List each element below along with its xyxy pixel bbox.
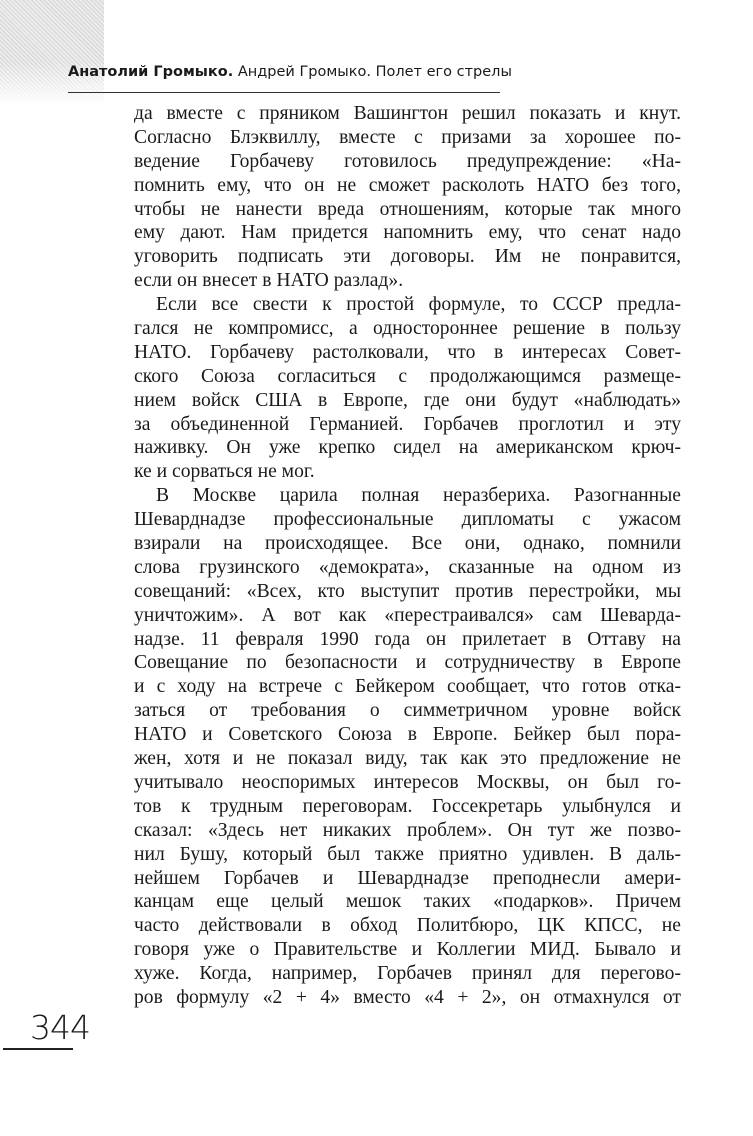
text-line: тов к трудным переговорам. Госсекретарь улыбнулся и	[134, 795, 681, 817]
body-text	[134, 102, 681, 1010]
text-line: ке и сорваться не мог.	[134, 461, 315, 483]
text-line: да вместе с пряником Вашингтон решил показать и кнут.	[134, 103, 681, 124]
text-line: уговорить подписать эти договоры. Им не понравится,	[134, 246, 681, 268]
text-line: гался не компромисс, а одностороннее решение в пользу	[134, 318, 681, 340]
text-line: надзе. 11 февраля 1990 года он прилетает в Оттаву на	[134, 628, 681, 650]
text-line: если он внесет в НАТО разлад».	[134, 270, 404, 292]
text-line: наживку. Он уже крепко сидел на американском крюч-	[134, 437, 681, 459]
text-line: и с ходу на встрече с Бейкером сообщает, что готов отка-	[134, 676, 681, 698]
text-line: за объединенной Германией. Горбачев проглотил и эту	[134, 413, 681, 435]
text-line: НАТО и Советского Союза в Европе. Бейкер был пора-	[134, 724, 681, 746]
text-line: взирали на происходящее. Все они, однако, помнили	[134, 533, 681, 555]
text-line: чтобы не нанести вреда отношениям, которые так много	[134, 198, 681, 220]
text-line: Согласно Блэквиллу, вместе с призами за хорошее по-	[134, 126, 681, 148]
text-line: нием войск США в Европе, где они будут «наблюдать»	[134, 389, 681, 411]
header-author: Анатолий Громыко.	[68, 64, 234, 80]
text-line: учитывало неоспоримых интересов Москвы, он был го-	[134, 771, 681, 793]
text-line: Шеварднадзе профессиональные дипломаты с ужасом	[134, 509, 681, 531]
text-line: ему дают. Нам придется напомнить ему, что сенат надо	[134, 222, 681, 244]
text-line: часто действовали в обход Политбюро, ЦК КПСС, не	[134, 915, 681, 937]
text-line: ского Союза согласиться с продолжающимся размеще-	[134, 365, 681, 387]
text-line: сказал: «Здесь нет никаких проблем». Он тут же позво-	[134, 819, 681, 841]
page-edge-shading	[0, 0, 104, 105]
text-line: уничтожим». А вот как «перестраивался» сам Шеварда-	[134, 604, 681, 626]
text-line: канцам еще целый мешок таких «подарков». Причем	[134, 891, 681, 913]
text-line: Если все свести к простой формуле, то СССР предла-	[156, 294, 681, 316]
text-line: совещаний: «Всех, кто выступит против перестройки, мы	[134, 580, 681, 602]
text-line: Совещание по безопасности и сотрудничеству в Европе	[134, 652, 681, 674]
page-number-rule	[3, 1048, 73, 1050]
running-header	[68, 64, 512, 80]
text-line: заться от требования о симметричном уровне войск	[134, 700, 681, 722]
text-line: В Москве царила полная неразбериха. Разогнанные	[156, 485, 681, 507]
text-line: нейшем Горбачев и Шеварднадзе преподнесли амери-	[134, 867, 681, 889]
text-line: ведение Горбачеву готовилось предупреждение: «На-	[134, 150, 681, 172]
page-number: 344	[30, 1008, 90, 1047]
text-line: помнить ему, что он не сможет расколоть НАТО без того,	[134, 174, 681, 196]
header-rule	[68, 92, 500, 93]
text-line: говоря уже о Правительстве и Коллегии МИД. Бывало и	[134, 939, 681, 961]
text-line: нил Бушу, который был также приятно удивлен. В даль-	[134, 843, 681, 865]
text-line: НАТО. Горбачеву растолковали, что в интересах Совет-	[134, 341, 681, 363]
paragraph	[134, 484, 681, 1010]
text-line: хуже. Когда, например, Горбачев принял для перегово-	[134, 963, 681, 985]
text-line: ров формулу «2 + 4» вместо «4 + 2», он отмахнулся от	[134, 986, 681, 1008]
paragraph	[134, 102, 681, 293]
header-title: Андрей Громыко. Полет его стрелы	[237, 64, 512, 80]
paragraph	[134, 293, 681, 484]
text-line: жен, хотя и не показал виду, так как это предложение не	[134, 748, 681, 770]
text-line: слова грузинского «демократа», сказанные на одном из	[134, 556, 681, 578]
